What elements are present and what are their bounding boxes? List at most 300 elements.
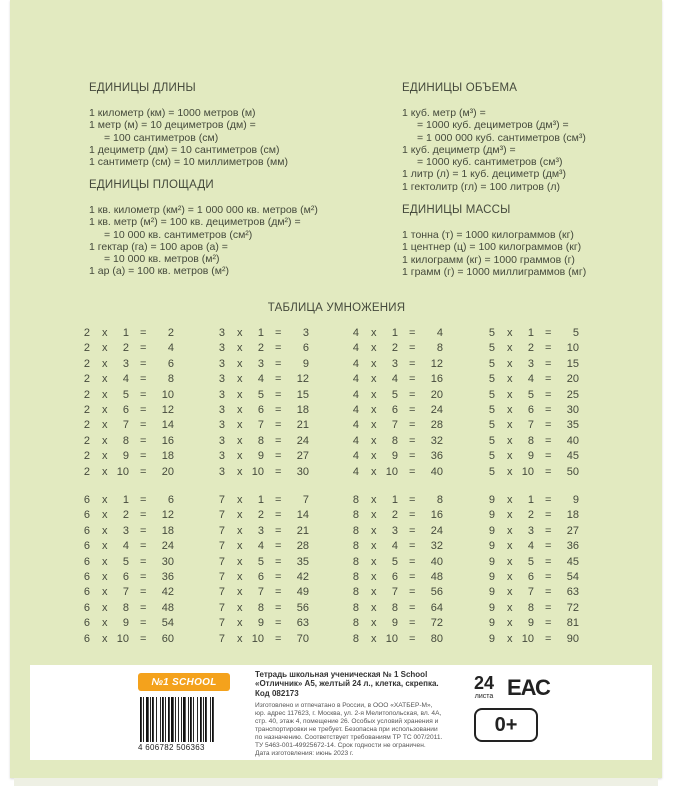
times-sign: x bbox=[507, 509, 513, 522]
factor: 6 bbox=[83, 632, 90, 645]
product: 30 bbox=[161, 555, 174, 568]
times-sign: x bbox=[507, 434, 513, 447]
factor: 2 bbox=[83, 465, 90, 478]
product: 24 bbox=[161, 540, 174, 553]
factor: 3 bbox=[218, 388, 225, 401]
product: 36 bbox=[430, 450, 443, 463]
age-rating: 0+ bbox=[494, 713, 518, 736]
factor: 4 bbox=[352, 357, 359, 370]
equals-sign: = bbox=[409, 555, 416, 568]
factor: 2 bbox=[83, 327, 90, 339]
product: 21 bbox=[296, 419, 309, 432]
multiplier: 10 bbox=[521, 465, 534, 478]
barcode-bar bbox=[175, 697, 176, 742]
barcode-bar bbox=[188, 697, 189, 742]
equals-sign: = bbox=[409, 524, 416, 537]
multiplier: 4 bbox=[391, 540, 398, 553]
barcode-bar bbox=[168, 697, 170, 742]
multiplier: 1 bbox=[527, 327, 534, 339]
times-sign: x bbox=[371, 373, 377, 386]
factor: 9 bbox=[488, 524, 495, 537]
multiplier: 2 bbox=[527, 509, 534, 522]
factor: 6 bbox=[83, 570, 90, 583]
times-sign: x bbox=[371, 494, 377, 506]
barcode-bar bbox=[160, 697, 161, 742]
barcode-number: 4 606782 506363 bbox=[138, 743, 205, 752]
multiplier: 1 bbox=[391, 327, 398, 339]
multiplier: 5 bbox=[527, 555, 534, 568]
times-sign: x bbox=[507, 494, 513, 506]
product: 42 bbox=[296, 570, 309, 583]
factor: 8 bbox=[352, 617, 359, 630]
equals-sign: = bbox=[275, 357, 282, 370]
multiplier: 7 bbox=[391, 419, 398, 432]
times-sign: x bbox=[237, 450, 243, 463]
equals-sign: = bbox=[140, 419, 147, 432]
multiplier: 5 bbox=[527, 388, 534, 401]
product: 15 bbox=[296, 388, 309, 401]
equals-sign: = bbox=[275, 555, 282, 568]
times-sign: x bbox=[371, 327, 377, 339]
product: 42 bbox=[161, 586, 174, 599]
factor: 2 bbox=[83, 434, 90, 447]
factor: 8 bbox=[352, 494, 359, 506]
times-sign: x bbox=[507, 388, 513, 401]
multiplier: 3 bbox=[527, 357, 534, 370]
product: 27 bbox=[566, 524, 579, 537]
multiplier: 6 bbox=[122, 570, 129, 583]
factor: 5 bbox=[488, 465, 495, 478]
unit-line: 1 гектар (га) = 100 аров (а) = bbox=[89, 240, 228, 253]
factor: 7 bbox=[218, 632, 225, 645]
times-sign: x bbox=[507, 524, 513, 537]
unit-line: 1 кв. метр (м²) = 100 кв. дециметров (дм²) = bbox=[89, 216, 301, 229]
equals-sign: = bbox=[545, 617, 552, 630]
equals-sign: = bbox=[545, 586, 552, 599]
factor: 5 bbox=[488, 388, 495, 401]
product: 40 bbox=[430, 465, 443, 478]
equals-sign: = bbox=[545, 327, 552, 339]
factor: 5 bbox=[488, 403, 495, 416]
factor: 9 bbox=[488, 586, 495, 599]
equals-sign: = bbox=[409, 509, 416, 522]
equals-sign: = bbox=[275, 586, 282, 599]
barcode-bar bbox=[197, 697, 198, 742]
factor: 6 bbox=[83, 555, 90, 568]
factor: 9 bbox=[488, 540, 495, 553]
product: 40 bbox=[430, 555, 443, 568]
equals-sign: = bbox=[409, 617, 416, 630]
multiplier: 5 bbox=[391, 555, 398, 568]
product: 18 bbox=[161, 450, 174, 463]
factor: 5 bbox=[488, 357, 495, 370]
multiplier: 4 bbox=[527, 540, 534, 553]
multiplier: 2 bbox=[257, 342, 264, 355]
multiplier: 2 bbox=[122, 509, 129, 522]
factor: 7 bbox=[218, 524, 225, 537]
factor: 9 bbox=[488, 555, 495, 568]
unit-line: = 10 000 кв. сантиметров (см²) bbox=[104, 228, 253, 241]
barcode-bar bbox=[205, 697, 207, 742]
product: 72 bbox=[566, 601, 579, 614]
info-line: юр. адрес 117623, г. Москва, ул. 2-я Мелитопольская, вл. 4А, bbox=[255, 710, 442, 717]
product: 18 bbox=[566, 509, 579, 522]
times-sign: x bbox=[507, 373, 513, 386]
multiplier: 10 bbox=[116, 632, 129, 645]
equals-sign: = bbox=[275, 524, 282, 537]
unit-line: 1 километр (км) = 1000 метров (м) bbox=[89, 107, 256, 119]
multiplier: 9 bbox=[257, 617, 264, 630]
multiplier: 8 bbox=[122, 434, 129, 447]
times-sign: x bbox=[507, 586, 513, 599]
multiplier: 10 bbox=[251, 632, 264, 645]
unit-line: 1 дециметр (дм) = 10 сантиметров (см) bbox=[89, 143, 280, 156]
product: 16 bbox=[430, 373, 443, 386]
product: 20 bbox=[161, 465, 174, 478]
multiplier: 2 bbox=[391, 509, 398, 522]
times-sign: x bbox=[507, 632, 513, 645]
product: 8 bbox=[436, 342, 443, 355]
equals-sign: = bbox=[140, 586, 147, 599]
factor: 7 bbox=[218, 555, 225, 568]
equals-sign: = bbox=[275, 601, 282, 614]
multiplier: 6 bbox=[122, 403, 129, 416]
multiplier: 9 bbox=[527, 617, 534, 630]
product: 81 bbox=[566, 617, 579, 630]
equals-sign: = bbox=[409, 465, 416, 478]
times-sign: x bbox=[371, 342, 377, 355]
factor: 5 bbox=[488, 327, 495, 339]
times-sign: x bbox=[371, 465, 377, 478]
barcode-bar bbox=[190, 697, 192, 742]
factor: 3 bbox=[218, 434, 225, 447]
times-sign: x bbox=[237, 494, 243, 506]
product: 63 bbox=[566, 586, 579, 599]
equals-sign: = bbox=[409, 632, 416, 645]
product: 45 bbox=[566, 555, 579, 568]
info-line: ТУ 5463-001-49925672-14. Срок годности не ограничен. bbox=[255, 742, 426, 749]
times-sign: x bbox=[102, 632, 108, 645]
unit-line: = 100 сантиметров (см) bbox=[104, 131, 219, 144]
equals-sign: = bbox=[545, 403, 552, 416]
equals-sign: = bbox=[545, 465, 552, 478]
equals-sign: = bbox=[275, 419, 282, 432]
product-line: «Отличник» А5, желтый 24 л., клетка, скрепка. bbox=[255, 679, 439, 689]
age-rating-badge bbox=[474, 708, 538, 742]
product: 56 bbox=[430, 586, 443, 599]
multiplier: 7 bbox=[527, 586, 534, 599]
multiplier: 4 bbox=[527, 373, 534, 386]
product: 54 bbox=[566, 570, 579, 583]
factor: 9 bbox=[488, 617, 495, 630]
equals-sign: = bbox=[140, 388, 147, 401]
unit-line: = 1 000 000 куб. сантиметров (см³) bbox=[417, 131, 586, 144]
times-sign: x bbox=[102, 540, 108, 553]
factor: 5 bbox=[488, 419, 495, 432]
info-line: Изготовлено и отпечатано в России, в ООО «ХАТБЕР-М», bbox=[255, 702, 433, 709]
product: 32 bbox=[430, 540, 443, 553]
equals-sign: = bbox=[140, 632, 147, 645]
times-sign: x bbox=[237, 342, 243, 355]
multiplier: 1 bbox=[257, 327, 264, 339]
equals-sign: = bbox=[545, 601, 552, 614]
product: 50 bbox=[566, 465, 579, 478]
product: 8 bbox=[436, 494, 443, 506]
sheets-count: 24 bbox=[473, 673, 495, 693]
product: 30 bbox=[296, 465, 309, 478]
multiplier: 7 bbox=[122, 586, 129, 599]
barcode-bar bbox=[193, 697, 194, 742]
factor: 3 bbox=[218, 419, 225, 432]
equals-sign: = bbox=[545, 509, 552, 522]
equals-sign: = bbox=[545, 342, 552, 355]
equals-sign: = bbox=[275, 373, 282, 386]
factor: 8 bbox=[352, 632, 359, 645]
times-sign: x bbox=[237, 327, 243, 339]
multiplier: 7 bbox=[122, 419, 129, 432]
equals-sign: = bbox=[545, 555, 552, 568]
factor: 3 bbox=[218, 342, 225, 355]
product: 32 bbox=[430, 434, 443, 447]
multiplier: 4 bbox=[257, 540, 264, 553]
barcode-bar bbox=[146, 697, 149, 742]
times-sign: x bbox=[237, 586, 243, 599]
multiplier: 7 bbox=[527, 419, 534, 432]
multiplier: 9 bbox=[391, 617, 398, 630]
multiplier: 10 bbox=[251, 465, 264, 478]
factor: 4 bbox=[352, 403, 359, 416]
product: 24 bbox=[430, 403, 443, 416]
cover-shadow bbox=[14, 778, 658, 786]
factor: 4 bbox=[352, 419, 359, 432]
product: 14 bbox=[296, 509, 309, 522]
product: 6 bbox=[167, 357, 174, 370]
factor: 7 bbox=[218, 540, 225, 553]
times-sign: x bbox=[102, 617, 108, 630]
equals-sign: = bbox=[275, 509, 282, 522]
product: 14 bbox=[161, 419, 174, 432]
multiplier: 2 bbox=[527, 342, 534, 355]
multiplier: 3 bbox=[257, 357, 264, 370]
times-sign: x bbox=[102, 434, 108, 447]
factor: 8 bbox=[352, 586, 359, 599]
times-sign: x bbox=[237, 357, 243, 370]
multiplier: 8 bbox=[391, 434, 398, 447]
multiplier: 5 bbox=[257, 388, 264, 401]
multiplier: 6 bbox=[257, 570, 264, 583]
factor: 8 bbox=[352, 601, 359, 614]
product: 24 bbox=[296, 434, 309, 447]
times-sign: x bbox=[507, 357, 513, 370]
times-sign: x bbox=[102, 509, 108, 522]
multiplier: 2 bbox=[391, 342, 398, 355]
factor: 6 bbox=[83, 586, 90, 599]
barcode-bar bbox=[210, 697, 211, 742]
product: 60 bbox=[161, 632, 174, 645]
equals-sign: = bbox=[140, 403, 147, 416]
barcode-bar bbox=[181, 697, 182, 742]
volume-units-title: ЕДИНИЦЫ ОБЪЕМА bbox=[402, 82, 518, 94]
equals-sign: = bbox=[275, 494, 282, 506]
length-units-title: ЕДИНИЦЫ ДЛИНЫ bbox=[89, 82, 196, 94]
multiplier: 4 bbox=[122, 373, 129, 386]
equals-sign: = bbox=[545, 419, 552, 432]
brand-logo bbox=[138, 673, 230, 691]
multiplier: 2 bbox=[257, 509, 264, 522]
equals-sign: = bbox=[409, 540, 416, 553]
product: 10 bbox=[566, 342, 579, 355]
unit-line: 1 гектолитр (гл) = 100 литров (л) bbox=[402, 180, 560, 193]
factor: 5 bbox=[488, 450, 495, 463]
equals-sign: = bbox=[275, 342, 282, 355]
multiplier: 9 bbox=[527, 450, 534, 463]
multiplier: 10 bbox=[385, 632, 398, 645]
times-sign: x bbox=[237, 570, 243, 583]
equals-sign: = bbox=[545, 494, 552, 506]
multiplier: 6 bbox=[527, 403, 534, 416]
barcode-bar bbox=[203, 697, 204, 742]
times-sign: x bbox=[507, 342, 513, 355]
product: 16 bbox=[430, 509, 443, 522]
multiplier: 1 bbox=[122, 494, 129, 506]
brand-logo-text: №1 SCHOOL bbox=[151, 676, 217, 688]
factor: 3 bbox=[218, 357, 225, 370]
unit-line: 1 литр (л) = 1 куб. дециметр (дм³) bbox=[402, 168, 567, 181]
times-sign: x bbox=[237, 617, 243, 630]
multiplier: 8 bbox=[257, 434, 264, 447]
equals-sign: = bbox=[140, 357, 147, 370]
factor: 2 bbox=[83, 373, 90, 386]
product: 35 bbox=[566, 419, 579, 432]
times-sign: x bbox=[237, 419, 243, 432]
equals-sign: = bbox=[140, 601, 147, 614]
product: 48 bbox=[161, 601, 174, 614]
times-sign: x bbox=[237, 434, 243, 447]
equals-sign: = bbox=[275, 434, 282, 447]
times-sign: x bbox=[102, 357, 108, 370]
multiplier: 3 bbox=[527, 524, 534, 537]
factor: 8 bbox=[352, 509, 359, 522]
product: 27 bbox=[296, 450, 309, 463]
product: 18 bbox=[161, 524, 174, 537]
times-sign: x bbox=[507, 617, 513, 630]
times-sign: x bbox=[102, 601, 108, 614]
times-sign: x bbox=[371, 540, 377, 553]
info-line: Дата изготовления: июнь 2023 г. bbox=[255, 750, 354, 757]
equals-sign: = bbox=[545, 524, 552, 537]
multiplier: 7 bbox=[391, 586, 398, 599]
equals-sign: = bbox=[140, 434, 147, 447]
times-sign: x bbox=[371, 403, 377, 416]
product: 12 bbox=[161, 509, 174, 522]
multiplier: 3 bbox=[122, 524, 129, 537]
product: 12 bbox=[296, 373, 309, 386]
product: 16 bbox=[161, 434, 174, 447]
info-line: стр. 40, этаж 4, помещение 26. Особых условий хранения и bbox=[255, 718, 439, 725]
times-sign: x bbox=[102, 555, 108, 568]
times-sign: x bbox=[237, 555, 243, 568]
product: 25 bbox=[566, 388, 579, 401]
equals-sign: = bbox=[409, 403, 416, 416]
multiplier: 5 bbox=[122, 555, 129, 568]
times-sign: x bbox=[371, 601, 377, 614]
product: 24 bbox=[430, 524, 443, 537]
factor: 6 bbox=[83, 524, 90, 537]
multiplier: 6 bbox=[391, 403, 398, 416]
times-sign: x bbox=[102, 403, 108, 416]
factor: 8 bbox=[352, 524, 359, 537]
multiplier: 5 bbox=[257, 555, 264, 568]
unit-line: 1 тонна (т) = 1000 килограммов (кг) bbox=[402, 229, 574, 241]
equals-sign: = bbox=[409, 373, 416, 386]
unit-line: 1 центнер (ц) = 100 килограммов (кг) bbox=[402, 241, 582, 254]
times-sign: x bbox=[102, 570, 108, 583]
equals-sign: = bbox=[409, 342, 416, 355]
multiplier: 10 bbox=[521, 632, 534, 645]
unit-line: 1 кв. километр (км²) = 1 000 000 кв. метров (м²) bbox=[89, 204, 318, 216]
factor: 4 bbox=[352, 373, 359, 386]
factor: 9 bbox=[488, 601, 495, 614]
factor: 3 bbox=[218, 465, 225, 478]
product: 4 bbox=[167, 342, 174, 355]
manufacturer-info bbox=[255, 702, 460, 758]
factor: 7 bbox=[218, 494, 225, 506]
product: 2 bbox=[167, 327, 174, 339]
barcode-bar bbox=[140, 697, 142, 742]
times-sign: x bbox=[237, 601, 243, 614]
barcode-bar bbox=[212, 697, 214, 742]
product: 40 bbox=[566, 434, 579, 447]
unit-line: = 10 000 кв. метров (м²) bbox=[104, 253, 220, 266]
product: 7 bbox=[302, 494, 309, 506]
equals-sign: = bbox=[140, 540, 147, 553]
times-sign: x bbox=[507, 327, 513, 339]
multiplier: 9 bbox=[257, 450, 264, 463]
factor: 3 bbox=[218, 373, 225, 386]
times-sign: x bbox=[102, 373, 108, 386]
factor: 9 bbox=[488, 632, 495, 645]
factor: 5 bbox=[488, 342, 495, 355]
product: 21 bbox=[296, 524, 309, 537]
equals-sign: = bbox=[140, 494, 147, 506]
factor: 8 bbox=[352, 555, 359, 568]
multiplier: 8 bbox=[527, 601, 534, 614]
mass-units-title: ЕДИНИЦЫ МАССЫ bbox=[402, 204, 511, 216]
times-sign: x bbox=[507, 419, 513, 432]
times-sign: x bbox=[237, 540, 243, 553]
product: 20 bbox=[566, 373, 579, 386]
multiplier: 1 bbox=[391, 494, 398, 506]
equals-sign: = bbox=[409, 434, 416, 447]
barcode-bar bbox=[165, 697, 166, 742]
multiplier: 6 bbox=[391, 570, 398, 583]
product: 18 bbox=[296, 403, 309, 416]
equals-sign: = bbox=[140, 327, 147, 339]
equals-sign: = bbox=[140, 617, 147, 630]
multiplier: 8 bbox=[527, 434, 534, 447]
multiplier: 6 bbox=[257, 403, 264, 416]
factor: 7 bbox=[218, 586, 225, 599]
multiplier: 10 bbox=[116, 465, 129, 478]
info-line: транспортировки не требует. Безопасна при использовании bbox=[255, 726, 438, 733]
times-sign: x bbox=[507, 465, 513, 478]
barcode bbox=[138, 697, 238, 742]
multiplier: 10 bbox=[385, 465, 398, 478]
multiplier: 3 bbox=[391, 357, 398, 370]
product: 4 bbox=[436, 327, 443, 339]
times-sign: x bbox=[102, 494, 108, 506]
product: 64 bbox=[430, 601, 443, 614]
